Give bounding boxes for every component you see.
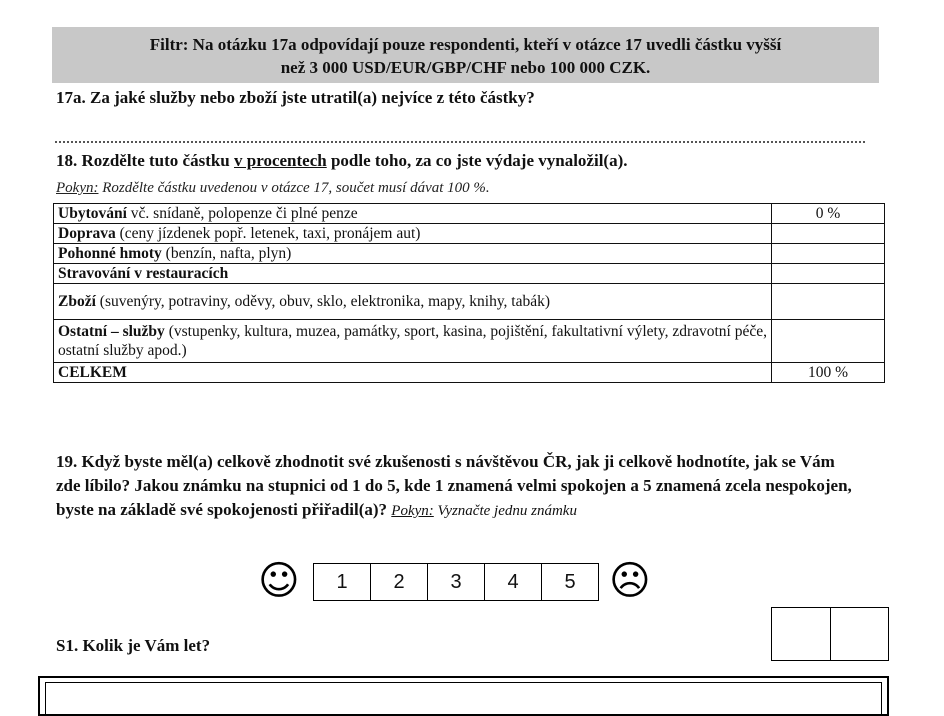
question-17a: 17a. Za jaké služby nebo zboží jste utratil(a) nejvíce z této částky?	[56, 88, 535, 107]
row-value-input[interactable]	[772, 264, 885, 284]
q18-pokyn-text: Rozdělte částku uvedenou v otázce 17, součet musí dávat 100 %.	[98, 180, 490, 196]
filter-line-2: než 3 000 USD/EUR/GBP/CHF nebo 100 000 CZK.	[280, 58, 651, 77]
table-row	[54, 320, 885, 363]
row-value-input[interactable]	[772, 224, 885, 244]
question-s1: S1. Kolik je Vám let?	[56, 636, 211, 655]
row-label: Ubytování vč. snídaně, polopenze či plné penze	[54, 204, 772, 224]
filter-note	[52, 27, 879, 83]
question-19	[56, 450, 856, 523]
grade-scale	[313, 563, 599, 601]
rating-scale	[0, 560, 944, 610]
q19-instruction	[391, 503, 577, 519]
age-digit-box[interactable]	[772, 608, 831, 660]
q18-pokyn-label: Pokyn:	[56, 180, 99, 196]
spending-table	[53, 203, 885, 383]
q19-text: 19. Když byste měl(a) celkově zhodnotit své zkušenosti s návštěvou ČR, jak ji celkově hodnotíte, jak se Vám zde líbilo? Jakou známku na stupnici od 1 do 5, kde 1 znamená velmi spokojen a 5 znamená zcela nespokojen, byste na základě své spokojenosti přiřadil(a)?	[56, 452, 852, 519]
row-value-total: 100 %	[772, 363, 885, 383]
row-value-input[interactable]: 0 %	[772, 204, 885, 224]
row-label: Ostatní – služby (vstupenky, kultura, muzea, památky, sport, kasina, pojištění, fakultativní výlety, zdravotní péče, ostatní služby apod.)	[54, 320, 772, 363]
row-label: Stravování v restauracích	[54, 264, 772, 284]
table-row	[54, 363, 885, 383]
grade-option[interactable]: 5	[541, 564, 598, 600]
row-value-input[interactable]	[772, 284, 885, 320]
row-label: Zboží (suvenýry, potraviny, oděvy, obuv, sklo, elektronika, mapy, knihy, tabák)	[54, 284, 772, 320]
q19-pokyn-text: Vyznačte jednu známku	[433, 503, 577, 519]
table-row	[54, 204, 885, 224]
q18-underlined: v procentech	[234, 151, 327, 170]
q19-pokyn-label: Pokyn:	[391, 503, 434, 519]
row-label: Doprava (ceny jízdenek popř. letenek, taxi, pronájem aut)	[54, 224, 772, 244]
age-input-boxes	[771, 607, 889, 661]
smiley-sad-icon: ☹	[609, 558, 651, 604]
row-value-input[interactable]	[772, 320, 885, 363]
q18-prefix: 18. Rozdělte tuto částku	[56, 151, 235, 170]
row-label: Pohonné hmoty (benzín, nafta, plyn)	[54, 244, 772, 264]
next-section-box	[38, 676, 889, 716]
row-label: CELKEM	[54, 363, 772, 383]
grade-option[interactable]: 3	[427, 564, 484, 600]
grade-option[interactable]: 4	[484, 564, 541, 600]
table-row	[54, 244, 885, 264]
row-value-input[interactable]	[772, 244, 885, 264]
table-row	[54, 224, 885, 244]
table-row	[54, 264, 885, 284]
filter-line-1: Filtr: Na otázku 17a odpovídají pouze respondenti, kteří v otázce 17 uvedli částku vyšší	[149, 35, 782, 54]
next-section-inner-frame	[45, 682, 882, 716]
question-18	[56, 151, 628, 171]
table-row	[54, 284, 885, 320]
smiley-happy-icon: ☺	[258, 558, 300, 604]
grade-option[interactable]: 1	[336, 570, 348, 593]
q18-suffix: podle toho, za co jste výdaje vynaložil(a).	[326, 151, 628, 170]
age-digit-box[interactable]	[831, 608, 889, 660]
answer-line-17a[interactable]	[55, 141, 865, 143]
grade-option[interactable]: 2	[370, 564, 427, 600]
q18-instruction	[56, 180, 490, 197]
